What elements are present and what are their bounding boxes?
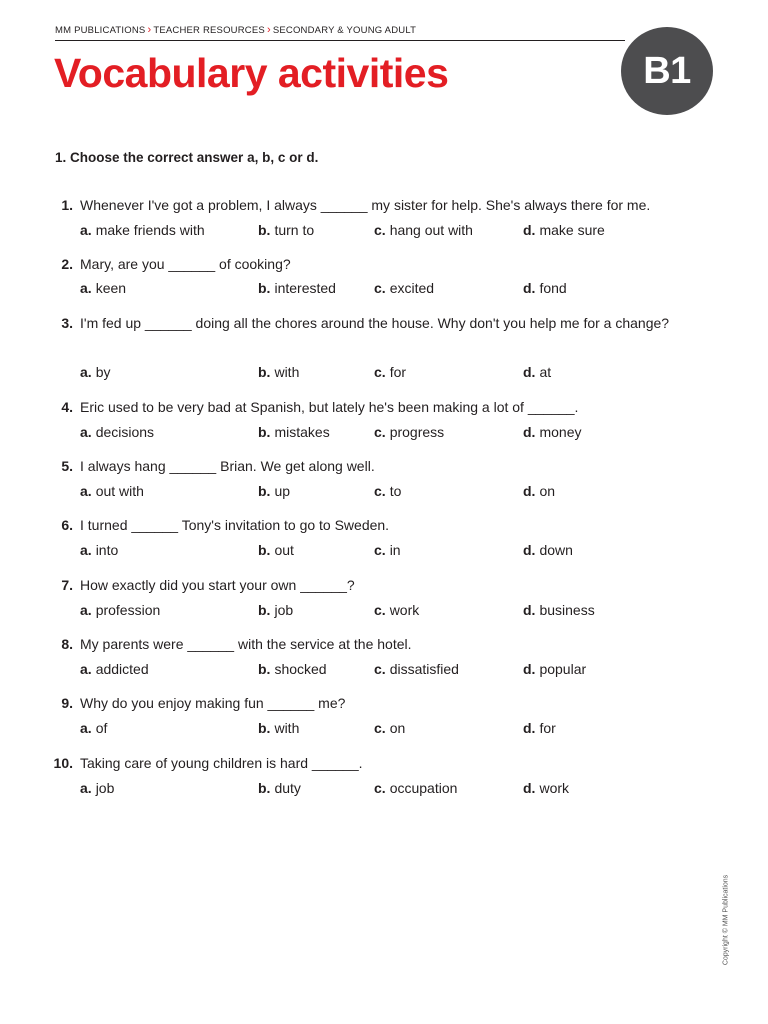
answer-option[interactable] (80, 538, 118, 562)
answer-option[interactable] (374, 598, 419, 622)
option-letter: a. (80, 424, 92, 440)
answer-option[interactable] (258, 776, 301, 800)
option-text: with (274, 720, 300, 736)
option-letter: a. (80, 661, 92, 677)
option-text: addicted (95, 661, 149, 677)
answer-option[interactable] (258, 538, 294, 562)
breadcrumb-separator-icon: › (266, 24, 271, 36)
question-number: 10. (53, 755, 73, 771)
answer-option[interactable] (80, 598, 160, 622)
question-text: I always hang ______ Brian. We get along well. (80, 458, 375, 474)
breadcrumb (55, 24, 625, 41)
question-text: I turned ______ Tony's invitation to go to Sweden. (80, 517, 390, 533)
option-letter: a. (80, 780, 92, 796)
answer-option[interactable] (523, 218, 605, 242)
answer-option[interactable] (80, 360, 110, 384)
option-letter: b. (258, 364, 271, 380)
option-text: by (95, 364, 111, 380)
answer-option[interactable] (80, 657, 149, 681)
answer-option[interactable] (258, 598, 293, 622)
question-number: 2. (61, 256, 73, 272)
option-text: make sure (539, 222, 605, 238)
option-text: job (95, 780, 115, 796)
answer-option[interactable] (523, 420, 581, 444)
answer-options (0, 657, 768, 681)
option-text: out (274, 542, 294, 558)
question-text: How exactly did you start your own ______? (80, 577, 355, 593)
question-number: 3. (61, 315, 73, 331)
option-text: mistakes (274, 424, 330, 440)
answer-option[interactable] (374, 218, 473, 242)
option-text: job (274, 602, 294, 618)
option-letter: b. (258, 602, 271, 618)
answer-options (0, 716, 768, 740)
option-text: in (389, 542, 401, 558)
question-number: 5. (61, 458, 73, 474)
level-badge: B1 (621, 27, 713, 115)
option-letter: c. (374, 720, 386, 736)
answer-option[interactable] (374, 538, 401, 562)
answer-option[interactable] (523, 776, 569, 800)
option-letter: c. (374, 424, 386, 440)
option-letter: a. (80, 602, 92, 618)
option-text: profession (95, 602, 161, 618)
answer-option[interactable] (374, 360, 406, 384)
answer-option[interactable] (258, 479, 290, 503)
option-text: fond (539, 280, 567, 296)
answer-option[interactable] (80, 479, 144, 503)
option-text: work (539, 780, 570, 796)
question-number: 1. (61, 197, 73, 213)
option-text: keen (95, 280, 127, 296)
answer-option[interactable] (374, 657, 459, 681)
option-text: up (274, 483, 291, 499)
option-letter: a. (80, 280, 92, 296)
option-letter: c. (374, 661, 386, 677)
question-text: Mary, are you ______ of cooking? (80, 256, 291, 272)
option-text: make friends with (95, 222, 205, 238)
answer-option[interactable] (258, 276, 336, 300)
option-letter: b. (258, 780, 271, 796)
question-text: Whenever I've got a problem, I always ______ my sister for help. She's always there for me. (80, 197, 651, 213)
answer-option[interactable] (80, 776, 114, 800)
answer-options (0, 776, 768, 800)
answer-option[interactable] (374, 776, 457, 800)
answer-option[interactable] (523, 276, 567, 300)
option-text: decisions (95, 424, 155, 440)
answer-options (0, 538, 768, 562)
option-text: popular (539, 661, 587, 677)
option-text: interested (274, 280, 336, 296)
option-letter: c. (374, 222, 386, 238)
answer-options (0, 479, 768, 503)
answer-option[interactable] (258, 716, 299, 740)
question-text: My parents were ______ with the service at the hotel. (80, 636, 412, 652)
breadcrumb-separator-icon: › (147, 24, 152, 36)
option-letter: c. (374, 483, 386, 499)
option-letter: b. (258, 424, 271, 440)
answer-option[interactable] (258, 360, 299, 384)
answer-option[interactable] (523, 657, 586, 681)
option-text: shocked (274, 661, 327, 677)
answer-option[interactable] (80, 276, 126, 300)
answer-option[interactable] (374, 716, 405, 740)
option-letter: c. (374, 280, 386, 296)
option-text: duty (274, 780, 301, 796)
option-letter: d. (523, 602, 536, 618)
option-letter: b. (258, 661, 271, 677)
question-number: 6. (61, 517, 73, 533)
option-letter: d. (523, 780, 536, 796)
option-letter: d. (523, 364, 536, 380)
option-text: for (389, 364, 407, 380)
answer-options (0, 218, 768, 242)
answer-option[interactable] (523, 479, 555, 503)
option-text: dissatisfied (389, 661, 459, 677)
answer-option[interactable] (523, 538, 573, 562)
question-number: 7. (61, 577, 73, 593)
answer-options (0, 276, 768, 300)
option-letter: d. (523, 661, 536, 677)
option-text: to (389, 483, 402, 499)
question-text: Eric used to be very bad at Spanish, but lately he's been making a lot of ______. (80, 399, 579, 415)
answer-options (0, 420, 768, 444)
answer-options (0, 360, 768, 384)
answer-option[interactable] (374, 479, 401, 503)
option-text: turn to (274, 222, 315, 238)
option-letter: a. (80, 364, 92, 380)
option-text: work (389, 602, 420, 618)
option-letter: b. (258, 720, 271, 736)
option-text: progress (389, 424, 445, 440)
answer-option[interactable] (258, 420, 330, 444)
option-text: money (539, 424, 582, 440)
option-text: out with (95, 483, 144, 499)
option-letter: a. (80, 222, 92, 238)
option-letter: c. (374, 364, 386, 380)
option-letter: d. (523, 424, 536, 440)
option-text: down (539, 542, 573, 558)
option-text: with (274, 364, 300, 380)
answer-option[interactable] (374, 420, 444, 444)
option-letter: b. (258, 280, 271, 296)
option-text: for (539, 720, 556, 736)
option-text: of (95, 720, 108, 736)
question-number: 4. (61, 399, 73, 415)
option-letter: b. (258, 222, 271, 238)
answer-option[interactable] (80, 420, 154, 444)
breadcrumb-item-publisher[interactable]: MM PUBLICATIONS (55, 25, 146, 36)
question-number: 8. (61, 636, 73, 652)
answer-option[interactable] (523, 716, 556, 740)
answer-option[interactable] (374, 276, 434, 300)
option-letter: d. (523, 483, 536, 499)
question-number: 9. (61, 695, 73, 711)
breadcrumb-item-resources[interactable]: TEACHER RESOURCES (153, 25, 265, 36)
breadcrumb-item-section[interactable]: SECONDARY & YOUNG ADULT (272, 25, 417, 36)
question-text: Why do you enjoy making fun ______ me? (80, 695, 346, 711)
page-title: Vocabulary activities (54, 50, 449, 96)
option-letter: c. (374, 602, 386, 618)
option-text: occupation (389, 780, 458, 796)
option-text: on (389, 720, 406, 736)
option-letter: a. (80, 542, 92, 558)
answer-option[interactable] (258, 657, 327, 681)
option-letter: b. (258, 542, 271, 558)
answer-option[interactable] (523, 360, 551, 384)
option-text: hang out with (389, 222, 473, 238)
answer-options (0, 598, 768, 622)
copyright-notice: Copyright © MM Publications (722, 874, 730, 966)
answer-option[interactable] (523, 598, 595, 622)
option-text: on (539, 483, 556, 499)
question-text: I'm fed up ______ doing all the chores around the house. Why don't you help me for a change? (80, 315, 670, 331)
option-letter: d. (523, 280, 536, 296)
option-letter: a. (80, 483, 92, 499)
option-letter: c. (374, 542, 386, 558)
option-text: business (539, 602, 595, 618)
option-letter: d. (523, 222, 536, 238)
exercise-instruction: 1. Choose the correct answer a, b, c or d. (55, 150, 319, 165)
option-letter: d. (523, 720, 536, 736)
option-letter: b. (258, 483, 271, 499)
answer-option[interactable] (258, 218, 314, 242)
option-text: at (539, 364, 552, 380)
option-letter: a. (80, 720, 92, 736)
answer-option[interactable] (80, 218, 205, 242)
answer-option[interactable] (80, 716, 107, 740)
option-letter: d. (523, 542, 536, 558)
option-letter: c. (374, 780, 386, 796)
option-text: into (95, 542, 119, 558)
question-text: Taking care of young children is hard ______. (80, 755, 363, 771)
option-text: excited (389, 280, 435, 296)
